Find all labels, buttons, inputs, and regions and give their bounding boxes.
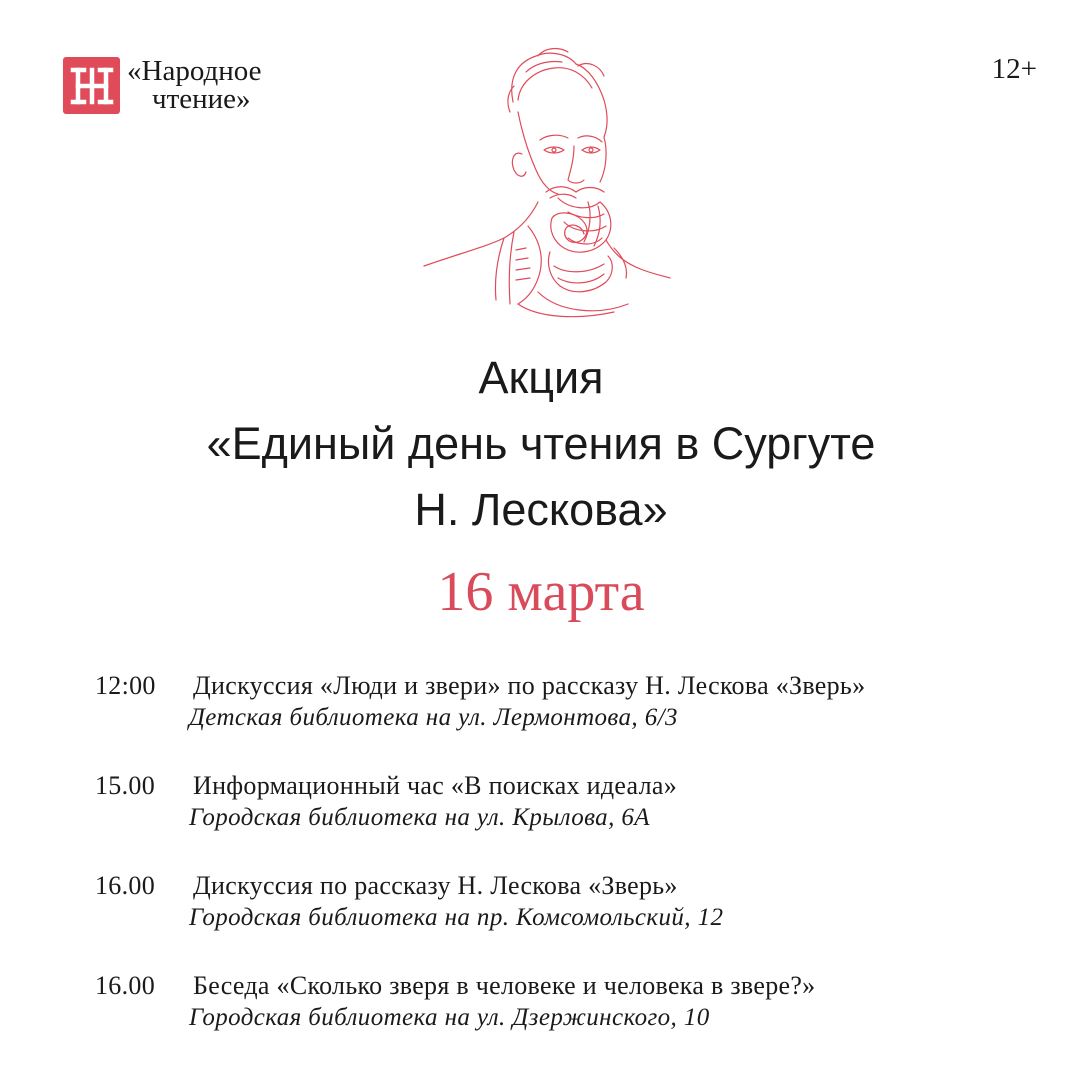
schedule-title: Информационный час «В поисках идеала» (193, 771, 678, 800)
schedule-title: Дискуссия по рассказу Н. Лескова «Зверь» (193, 871, 678, 900)
schedule-place: Городская библиотека на пр. Комсомольский, 12 (189, 904, 724, 931)
schedule-item (95, 670, 1045, 734)
schedule-place: Городская библиотека на ул. Дзержинского, 10 (189, 1004, 710, 1031)
schedule-list (95, 670, 1045, 1070)
schedule-time: 15.00 (95, 771, 155, 800)
title-line-2: «Единый день чтения в Сургуте (206, 418, 876, 469)
logo (63, 57, 261, 114)
schedule-title: Беседа «Сколько зверя в человеке и человека в звере?» (193, 971, 816, 1000)
event-title (0, 345, 1082, 543)
schedule-title: Дискуссия «Люди и звери» по рассказу Н. Лескова «Зверь» (193, 671, 866, 700)
leskov-portrait-icon (418, 42, 673, 325)
age-rating: 12+ (991, 53, 1037, 85)
schedule-place: Городская библиотека на ул. Крылова, 6А (189, 804, 650, 831)
schedule-item (95, 770, 1045, 834)
logo-line-1: «Народное (127, 55, 262, 87)
event-date: 16 марта (437, 561, 645, 623)
logo-line-2: чтение» (152, 83, 251, 115)
schedule-time: 12:00 (95, 671, 156, 700)
title-line-1: Акция (478, 352, 604, 403)
title-line-3: Н. Лескова» (414, 484, 668, 535)
schedule-time: 16.00 (95, 871, 155, 900)
logo-text (127, 57, 261, 113)
logo-monogram-icon (63, 57, 120, 114)
schedule-item (95, 870, 1045, 934)
schedule-place: Детская библиотека на ул. Лермонтова, 6/3 (189, 704, 678, 731)
schedule-time: 16.00 (95, 971, 155, 1000)
schedule-item (95, 970, 1045, 1034)
